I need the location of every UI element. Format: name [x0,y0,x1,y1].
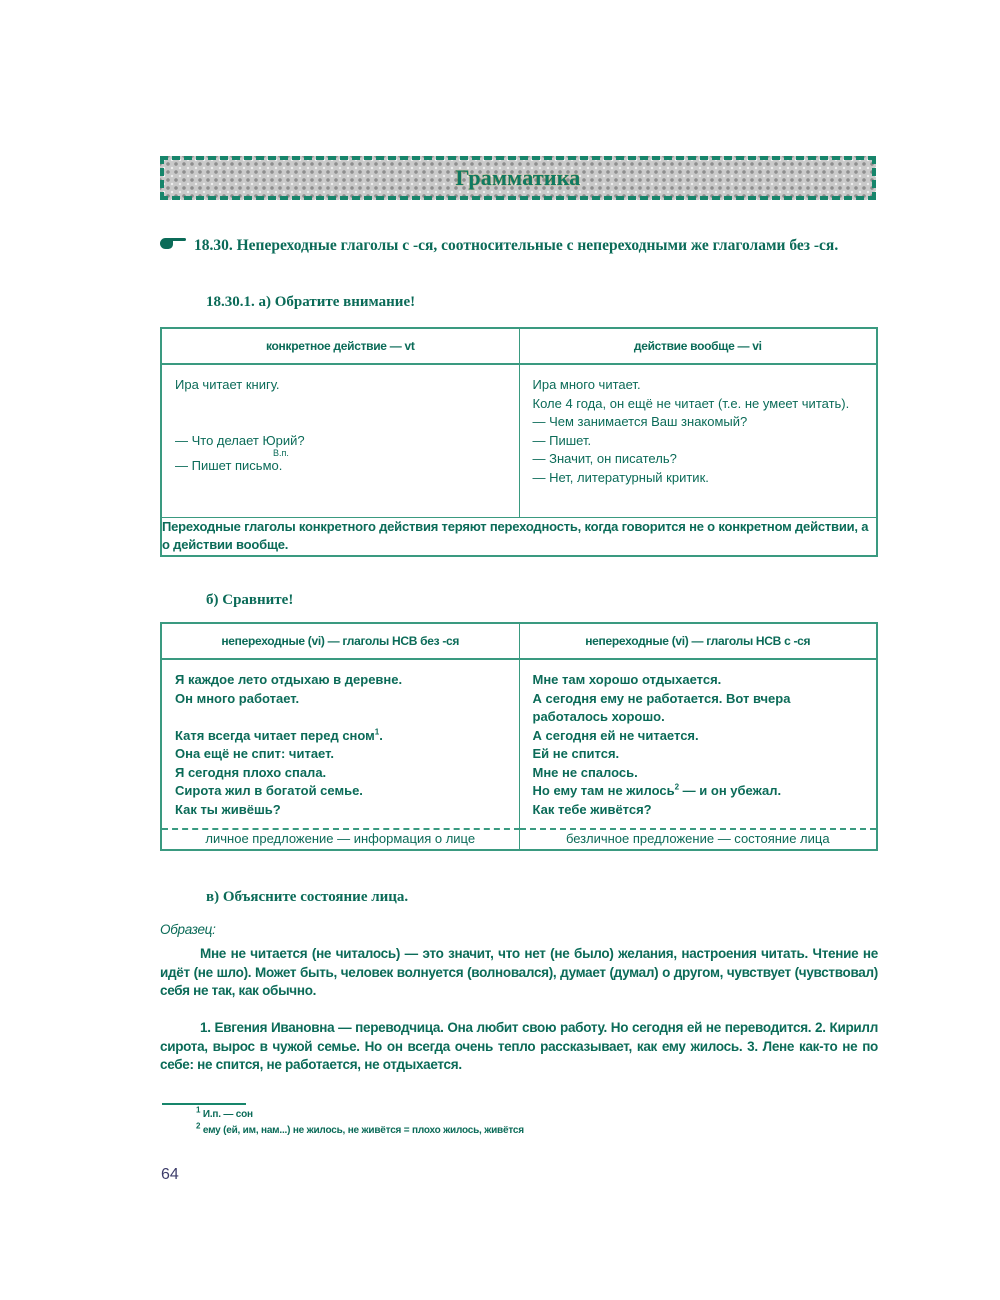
example-label: Образец: [160,922,216,937]
footnote-mark: 1 [374,727,380,737]
summary-right: безличное предложение — состояние лица [519,829,877,850]
pointing-hand-icon [160,237,186,249]
footnote-2: $^2$ ему (ей, им, нам...) не жилось, не живётся = плохо жилось, живётся [196,1121,524,1136]
footnote-divider [162,1103,246,1105]
subsection-b-title: б) Сравните! [206,592,294,608]
table-a-header-right: действие вообще — vi [519,328,877,364]
example-line: Я каждое лето отдыхаю в деревне. [175,672,403,687]
example-line: Как ты живёшь? [175,801,281,817]
example-line: Мне там хорошо отдыхается. [532,672,722,687]
example-line: А сегодня ему не работается. Вот вчера работалось хорошо. [532,690,791,724]
case-label: В.п. [273,448,289,458]
section-banner [160,156,876,200]
example-line: Мне не спалось. [532,764,638,780]
example-line: — Чем занимается Ваш знакомый? [532,414,748,429]
table-a-header-left: конкретное действие — vt [161,328,519,364]
table-a-right-cell [519,364,877,517]
footnote-1: $^1$ И.п. — сон [196,1105,253,1120]
table-a [160,327,878,557]
example-line: Как тебе живётся? [532,801,652,817]
example-line: Сирота жил в богатой семье. [175,783,363,798]
table-b-left-cell [161,659,519,829]
example-line: — Значит, он писатель? [532,451,677,466]
example-line: — Что делает Юрий? [175,432,305,448]
section-heading-text: 18.30. Непереходные глаголы с -ся, соотносительные с непереходными же глаголами без -ся. [194,237,839,254]
example-line: Но ему там не жилось$^2$ — и он убежал. [532,782,782,798]
section-heading [160,234,878,258]
example-line: — Нет, литературный критик. [532,469,709,485]
table-b-header-right: непереходные (vi) — глаголы НСВ с -ся [519,623,877,659]
table-a-rule-note: Переходные глаголы конкретного действия теряют переходность, когда говорится не о конкретном действии, а о действии вообще. [161,517,877,556]
example-line: — Пишет письмо. [175,458,283,473]
footnote-mark: 2 [674,782,680,792]
example-text: Мне не читается (не читалось) — это значит, что нет (не было) желания, настроения читать. Чтение не идёт (не шло). Может быть, человек волнуется (волновался), думает (думал) о другом, чувствует (чувствовал) себя не так, как обычно. [160,946,878,998]
subsection-a-title: 18.30.1. а) Обратите внимание! [206,294,416,310]
example-line: — Пишет. [532,432,592,448]
subsection-c-title: в) Объясните состояние лица. [206,889,409,905]
table-a-left-cell [161,364,519,517]
table-b [160,622,878,851]
example-line: Ира много читает. [532,377,641,392]
table-b-header-left: непереходные (vi) — глаголы НСВ без -ся [161,623,519,659]
example-line: Коле 4 года, он ещё не читает (т.е. не умеет читать). [532,395,850,411]
example-line: А сегодня ей не читается. [532,727,699,743]
table-b-right-cell [519,659,877,829]
example-line: Катя всегда читает перед сном$^1$. [175,727,383,743]
example-line: Он много работает. [175,690,300,706]
page-number: 64 [161,1166,179,1183]
banner-title: Грамматика [455,165,581,190]
example-line: Ира читает книгу. [175,377,280,392]
summary-left: личное предложение — информация о лице [161,829,519,850]
example-line: Она ещё не спит: читает. [175,746,334,761]
exercise-text: 1. Евгения Ивановна — переводчица. Она любит свою работу. Но сегодня ей не переводится. 2. Кирилл сирота, вырос в чужой семье. Но он всегда очень тепло рассказывает, как ему жилось. 3. Лене как-то не по себе: не спится, не работается, не отдыхается. [160,1020,878,1072]
example-line: Ей не спится. [532,746,620,761]
example-line: Я сегодня плохо спала. [175,764,327,780]
